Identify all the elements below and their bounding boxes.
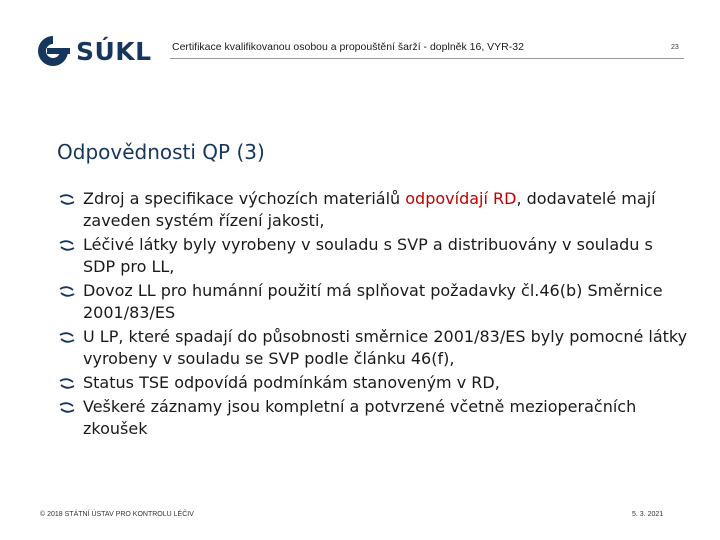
bullet-item	[58, 234, 688, 278]
bullet-item	[58, 326, 688, 370]
sukl-logo-icon	[36, 34, 70, 68]
bullet-text: Zdroj a specifikace výchozích materiálů	[83, 189, 406, 208]
bullet-text: Léčivé látky byly vyrobeny v souladu s SVP a distribuovány v souladu s SDP pro LL,	[83, 235, 653, 276]
slide-number: 23	[671, 44, 679, 51]
header-title: Certifikace kvalifikovanou osobou a propouštění šarží - doplněk 16, VYR-32	[172, 41, 524, 53]
bullet-item	[58, 188, 688, 232]
sukl-logo	[36, 34, 152, 68]
bullet-swirl-icon	[58, 286, 76, 298]
bullet-item	[58, 280, 688, 324]
bullet-swirl-icon	[58, 194, 76, 206]
slide-title: Odpovědnosti QP (3)	[57, 140, 265, 164]
bullet-swirl-icon	[58, 240, 76, 252]
bullet-swirl-icon	[58, 402, 76, 414]
bullet-text: Veškeré záznamy jsou kompletní a potvrzené včetně mezioperačních zkoušek	[83, 397, 637, 438]
bullet-text: U LP, které spadají do působnosti směrnice 2001/83/ES byly pomocné látky vyrobeny v souladu se SVP podle článku 46(f),	[83, 327, 688, 368]
bullet-text: Dovoz LL pro humánní použití má splňovat požadavky čl.46(b) Směrnice 2001/83/ES	[83, 281, 663, 322]
bullet-swirl-icon	[58, 378, 76, 390]
bullet-item	[58, 372, 688, 394]
bullet-text: Status TSE odpovídá podmínkám stanoveným v RD,	[83, 373, 500, 392]
bullet-highlight: odpovídají RD	[405, 189, 517, 208]
bullet-text: , dodavatelé mají zaveden systém řízení jakosti,	[83, 189, 656, 230]
footer-copyright: © 2018 STÁTNÍ ÚSTAV PRO KONTROLU LÉČIV	[40, 511, 194, 518]
logo-text: SÚKL	[76, 36, 152, 66]
bullet-swirl-icon	[58, 332, 76, 344]
bullet-list	[58, 188, 688, 442]
footer-date: 5. 3. 2021	[632, 511, 664, 518]
header-divider	[170, 58, 684, 59]
bullet-item	[58, 396, 688, 440]
